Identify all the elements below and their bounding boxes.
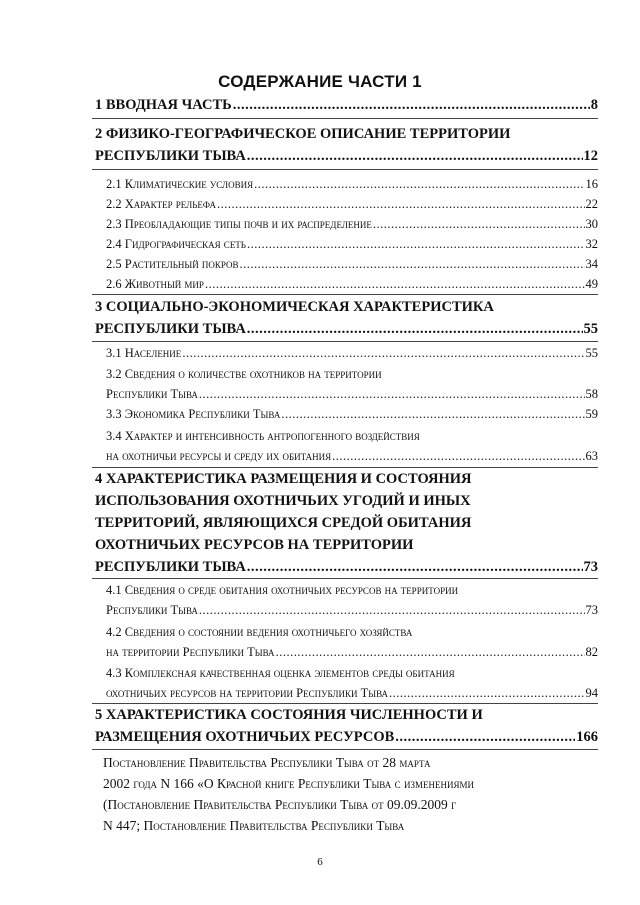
toc-entry-page: 16: [585, 177, 598, 191]
dot-leader: [247, 237, 585, 251]
toc-entry-label: 2.2 Характер рельефа: [106, 197, 216, 211]
toc-entry-2-5: [106, 257, 598, 272]
toc-entry-label: 3.1 Население: [106, 346, 182, 360]
toc-entry-label: 2.4 Гидрографическая сеть: [106, 237, 246, 251]
decree-text-line3: (Постановление Правительства Республики Тыва от 09.09.2009 г: [103, 797, 457, 812]
toc-entry-3-2: [106, 387, 598, 402]
toc-entry-page: 59: [585, 407, 598, 421]
section-divider: [92, 578, 598, 579]
toc-entry-4-line4: ОХОТНИЧЬИХ РЕСУРСОВ НА ТЕРРИТОРИИ: [95, 537, 414, 553]
decree-text-line2: 2002 года N 166 «О Красной книге Республики Тыва с изменениями: [103, 776, 475, 791]
toc-entry-page: 55: [585, 346, 598, 360]
toc-entry-2-1: [106, 177, 598, 192]
dot-leader: [199, 603, 585, 617]
toc-entry-2-line1: 2 ФИЗИКО-ГЕОГРАФИЧЕСКОЕ ОПИСАНИЕ ТЕРРИТОРИИ: [95, 126, 511, 142]
dot-leader: [247, 321, 583, 337]
dot-leader: [240, 257, 585, 271]
toc-entry-4-line3: ТЕРРИТОРИЙ, ЯВЛЯЮЩИХСЯ СРЕДОЙ ОБИТАНИЯ: [95, 515, 472, 531]
section-divider: [92, 467, 598, 468]
toc-entry-label: РАЗМЕЩЕНИЯ ОХОТНИЧЬИХ РЕСУРСОВ: [95, 729, 395, 745]
toc-entry-4-1: [106, 603, 598, 618]
toc-entry-page: 12: [583, 148, 598, 164]
toc-entry-page: 166: [576, 729, 598, 745]
toc-entry-label: 2.5 Растительный покров: [106, 257, 239, 271]
toc-entry-label: 2.1 Климатические условия: [106, 177, 254, 191]
toc-entry-page: 32: [585, 237, 598, 251]
dot-leader: [217, 197, 585, 211]
toc-entry-page: 82: [585, 645, 598, 659]
toc-entry-label: Республики Тыва: [106, 387, 198, 401]
toc-entry-1: [95, 97, 598, 114]
toc-entry-label: РЕСПУБЛИКИ ТЫВА: [95, 321, 246, 337]
dot-leader: [389, 686, 584, 700]
dot-leader: [205, 277, 585, 291]
dot-leader: [182, 346, 584, 360]
toc-entry-5: [95, 729, 598, 746]
toc-entry-2-2: [106, 197, 598, 212]
dot-leader: [247, 148, 583, 164]
decree-text-line1: Постановление Правительства Республики Тыва от 28 марта: [103, 755, 431, 770]
toc-entry-page: 30: [585, 217, 598, 231]
toc-entry-2-4: [106, 237, 598, 252]
dot-leader: [233, 97, 590, 113]
toc-entry-2-3: [106, 217, 598, 232]
toc-entry-3-4-line1: 3.4 Характер и интенсивность антропогенного воздействия: [106, 429, 420, 443]
toc-entry-label: 3.3 Экономика Республики Тыва: [106, 407, 281, 421]
dot-leader: [332, 449, 584, 463]
toc-entry-label: Республики Тыва: [106, 603, 198, 617]
toc-entry-4-2: [106, 645, 598, 660]
toc-entry-label: на охотничьи ресурсы и среду их обитания: [106, 449, 332, 463]
toc-entry-label: охотничьих ресурсов на территории Республики Тыва: [106, 686, 389, 700]
section-divider: [92, 118, 598, 119]
dot-leader: [199, 387, 585, 401]
toc-entry-3-2-line1: 3.2 Сведения о количестве охотников на территории: [106, 367, 382, 381]
toc-entry-label: 2.6 Животный мир: [106, 277, 204, 291]
toc-entry-4-1-line1: 4.1 Сведения о среде обитания охотничьих ресурсов на территории: [106, 583, 459, 597]
toc-entry-3-4: [106, 449, 598, 464]
toc-entry-page: 58: [585, 387, 598, 401]
toc-entry-label: РЕСПУБЛИКИ ТЫВА: [95, 559, 246, 575]
toc-entry-page: 94: [585, 686, 598, 700]
dot-leader: [254, 177, 584, 191]
toc-entry-label: на территории Республики Тыва: [106, 645, 275, 659]
toc-entry-page: 49: [585, 277, 598, 291]
toc-entry-4-line1: 4 ХАРАКТЕРИСТИКА РАЗМЕЩЕНИЯ И СОСТОЯНИЯ: [95, 471, 472, 487]
dot-leader: [395, 729, 575, 745]
page-title: СОДЕРЖАНИЕ ЧАСТИ 1: [218, 72, 422, 91]
toc-entry-4-2-line1: 4.2 Сведения о состоянии ведения охотничьего хозяйства: [106, 625, 413, 639]
toc-entry-page: 22: [585, 197, 598, 211]
section-divider: [92, 341, 598, 342]
page-number: 6: [317, 856, 323, 868]
toc-entry-page: 63: [585, 449, 598, 463]
toc-entry-3-1: [106, 346, 598, 361]
toc-entry-4-3: [106, 686, 598, 701]
dot-leader: [373, 217, 585, 231]
toc-entry-label: 2.3 Преобладающие типы почв и их распределение: [106, 217, 372, 231]
toc-entry-page: 73: [585, 603, 598, 617]
toc-entry-4-line2: ИСПОЛЬЗОВАНИЯ ОХОТНИЧЬИХ УГОДИЙ И ИНЫХ: [95, 493, 471, 509]
decree-text-line4: N 447; Постановление Правительства Республики Тыва: [103, 818, 405, 833]
toc-entry-page: 73: [583, 559, 598, 575]
toc-entry-2: [95, 148, 598, 165]
toc-entry-page: 34: [585, 257, 598, 271]
section-divider: [92, 703, 598, 704]
toc-entry-label: РЕСПУБЛИКИ ТЫВА: [95, 148, 246, 164]
dot-leader: [276, 645, 585, 659]
toc-entry-3-3: [106, 407, 598, 422]
toc-entry-3-line1: 3 СОЦИАЛЬНО-ЭКОНОМИЧЕСКАЯ ХАРАКТЕРИСТИКА: [95, 299, 494, 315]
dot-leader: [281, 407, 584, 421]
section-divider: [92, 294, 598, 295]
toc-entry-page: 55: [583, 321, 598, 337]
toc-entry-3: [95, 321, 598, 338]
section-divider: [92, 749, 598, 750]
toc-entry-5-line1: 5 ХАРАКТЕРИСТИКА СОСТОЯНИЯ ЧИСЛЕННОСТИ И: [95, 707, 483, 723]
toc-entry-label: 1 ВВОДНАЯ ЧАСТЬ: [95, 97, 232, 113]
section-divider: [92, 169, 598, 170]
dot-leader: [247, 559, 583, 575]
toc-entry-2-6: [106, 277, 598, 292]
toc-entry-4: [95, 559, 598, 576]
toc-entry-page: 8: [590, 97, 598, 113]
toc-entry-4-3-line1: 4.3 Комплексная качественная оценка элементов среды обитания: [106, 666, 455, 680]
